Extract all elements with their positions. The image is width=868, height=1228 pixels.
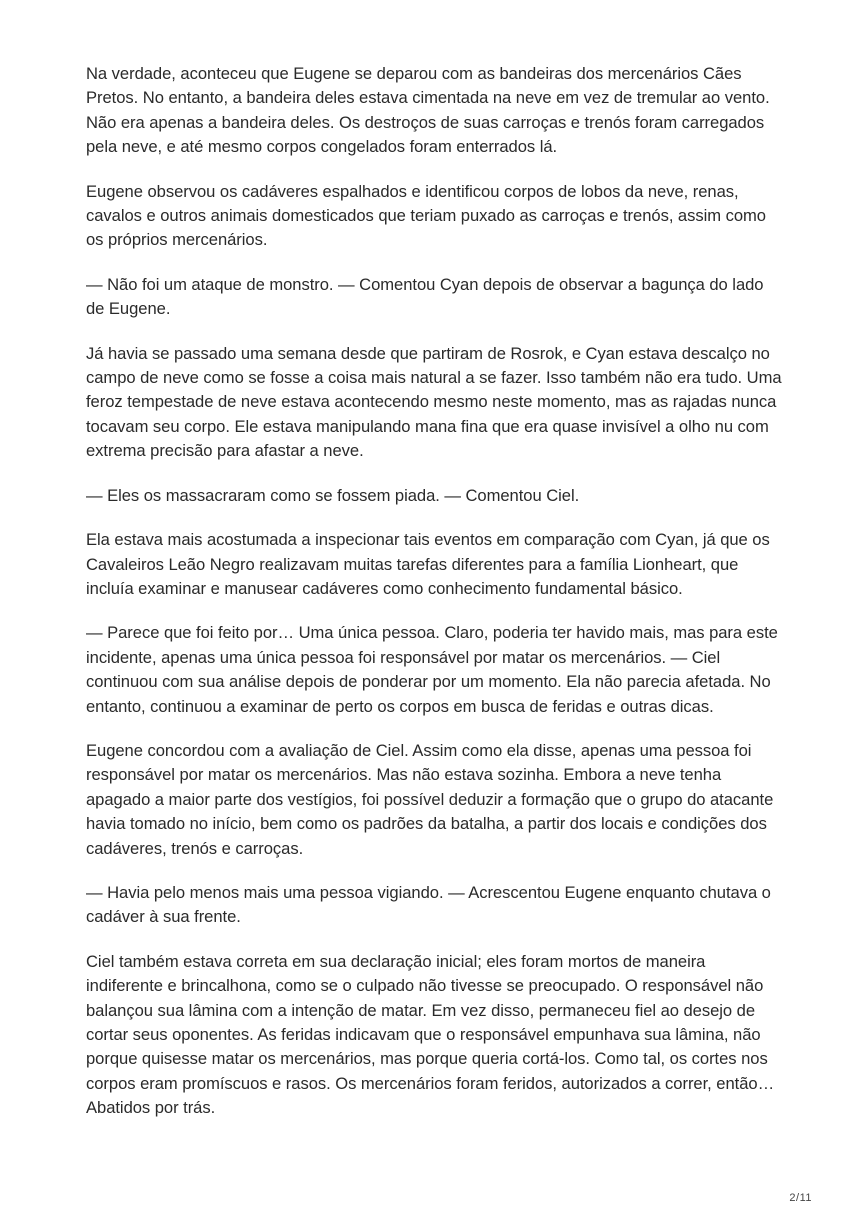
paragraph-8: Eugene concordou com a avaliação de Ciel. Assim como ela disse, apenas uma pessoa foi responsável por matar os mercenários. Mas não estava sozinha. Embora a neve tenha apagado a maior parte dos vestígios, foi possível deduzir a formação que o grupo do atacante havia tomado no início, bem como os padrões da batalha, a partir dos locais e condições dos cadáveres, trenós e carroças. bbox=[86, 740, 774, 858]
paragraph-10: Ciel também estava correta em sua declaração inicial; eles foram mortos de maneira indiferente e brincalhona, como se o culpado não tivesse se preocupado. O responsável não balançou sua lâmina com a intenção de matar. Em vez disso, permaneceu fiel ao desejo de cortar seus oponentes. As feridas indicavam que o responsável empunhava sua lâmina, não porque quisesse matar os mercenários, mas porque queria cortá-los. Como tal, os cortes nos corpos eram promíscuos e rasos. Os mercenários foram feridos, autorizados a correr, então… Abatidos por trás. bbox=[86, 951, 775, 1118]
paragraph-5: — Eles os massacraram como se fossem piada. — Comentou Ciel. bbox=[86, 485, 580, 505]
paragraph-3: — Não foi um ataque de monstro. — Comentou Cyan depois de observar a bagunça do lado de Eugene. bbox=[86, 274, 764, 319]
paragraph-6: Ela estava mais acostumada a inspecionar tais eventos em comparação com Cyan, já que os Cavaleiros Leão Negro realizavam muitas tarefas diferentes para a família Lionheart, que incluía examinar e manusear cadáveres como conhecimento fundamental básico. bbox=[86, 530, 770, 598]
paragraph-7: — Parece que foi feito por… Uma única pessoa. Claro, poderia ter havido mais, mas para este incidente, apenas uma única pessoa foi responsável por matar os mercenários. — Ciel continuou com sua análise depois de ponderar por um momento. Ela não parecia afetada. No entanto, continuou a examinar de perto os corpos em busca de feridas e outras dicas. bbox=[86, 623, 778, 716]
page-number: 2/11 bbox=[789, 1192, 812, 1204]
paragraph-2: Eugene observou os cadáveres espalhados e identificou corpos de lobos da neve, renas, cavalos e outros animais domesticados que teriam puxado as carroças e trenós, assim como os próprios mercenários. bbox=[86, 181, 766, 250]
paragraph-1: Na verdade, aconteceu que Eugene se deparou com as bandeiras dos mercenários Cães Pretos. No entanto, a bandeira deles estava cimentada na neve em vez de tremular ao vento. Não era apenas a bandeira deles. Os destroços de suas carroças e trenós foram carregados pela neve, e até mesmo corpos congelados foram enterrados lá. bbox=[86, 64, 770, 157]
paragraph-9: — Havia pelo menos mais uma pessoa vigiando. — Acrescentou Eugene enquanto chutava o cadáver à sua frente. bbox=[86, 882, 771, 927]
paragraph-4: Já havia se passado uma semana desde que partiram de Rosrok, e Cyan estava descalço no campo de neve como se fosse a coisa mais natural a se fazer. Isso também não era tudo. Uma feroz tempestade de neve estava acontecendo mesmo neste momento, mas as rajadas nunca tocavam seu corpo. Ele estava manipulando mana fina que era quase invisível a olho nu com extrema precisão para afastar a neve. bbox=[86, 343, 782, 461]
document-body bbox=[86, 62, 786, 1141]
